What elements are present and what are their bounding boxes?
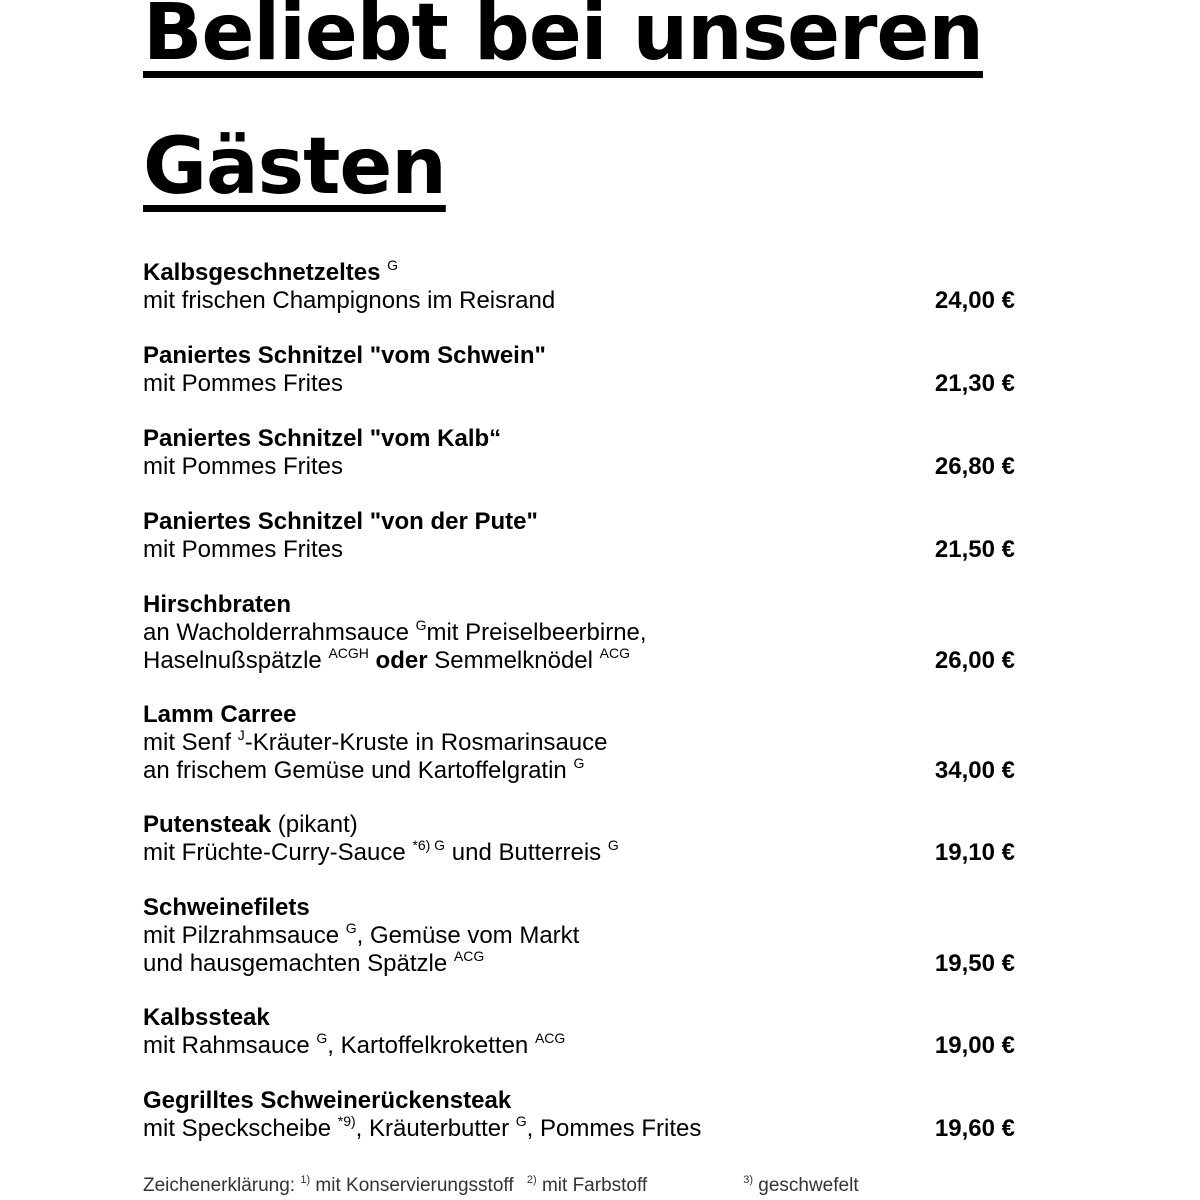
dish-name: Hirschbraten	[143, 591, 292, 618]
dish-description: mit Speckscheibe $^{*9)}$, Kräuterbutter $^G$, Pommes Frites	[143, 1113, 702, 1142]
dish-price: 19,10 €	[934, 839, 1015, 866]
menu-item	[143, 894, 1015, 1004]
menu-list	[143, 259, 1015, 1170]
allergen-code: ACG	[453, 948, 485, 964]
dish-description: mit Früchte-Curry-Sauce $^{*6) G}$ und Butterreis $^G$	[143, 837, 619, 866]
legend-number: 1)	[300, 1174, 311, 1186]
menu-item	[143, 1004, 1015, 1087]
allergen-code: G	[345, 920, 357, 936]
dish-description: mit Pommes Frites	[143, 370, 344, 397]
allergen-code: ACGH	[328, 645, 369, 661]
menu-item	[143, 811, 1015, 894]
allergen-code: J	[237, 727, 245, 743]
allergen-code: G	[573, 755, 585, 771]
allergen-code: G	[316, 1030, 328, 1046]
legend-text: mit Farbstoff	[536, 1175, 648, 1196]
dish-name: Schweinefilets	[143, 894, 310, 921]
dish-price: 34,00 €	[934, 757, 1015, 784]
menu-item	[143, 342, 1015, 425]
dish-description: an frischem Gemüse und Kartoffelgratin $^G$	[143, 755, 585, 784]
legend-number: 2)	[526, 1174, 537, 1186]
dish-description: an Wacholderrahmsauce $^G$mit Preiselbeerbirne,	[143, 617, 647, 646]
dish-name: Putensteak (pikant)	[143, 811, 358, 838]
page-title-line-1: Beliebt bei unseren	[143, 0, 983, 78]
dish-description: mit Pommes Frites	[143, 536, 344, 563]
dish-name: Paniertes Schnitzel "vom Schwein"	[143, 342, 546, 369]
menu-item	[143, 259, 1015, 342]
menu-item	[143, 591, 1015, 701]
dish-name: Paniertes Schnitzel "von der Pute"	[143, 508, 538, 535]
dish-name: Gegrilltes Schweinerückensteak	[143, 1087, 512, 1114]
dish-description: mit Pommes Frites	[143, 453, 344, 480]
dish-description: und hausgemachten Spätzle $^{ACG}$	[143, 948, 485, 977]
allergen-code: ACG	[599, 645, 630, 661]
dish-price: 21,30 €	[934, 370, 1015, 397]
allergen-code: G	[515, 1113, 527, 1129]
allergen-code: *9)	[337, 1113, 356, 1129]
menu-item	[143, 425, 1015, 508]
dish-description: mit Pilzrahmsauce $^G$, Gemüse vom Markt	[143, 920, 580, 949]
dish-price: 21,50 €	[934, 536, 1015, 563]
legend-text: mit Konservierungsstoff	[310, 1175, 514, 1196]
page-title-line-2: Gästen	[143, 122, 446, 212]
dish-name: Paniertes Schnitzel "vom Kalb“	[143, 425, 502, 452]
allergen-code: G	[387, 257, 398, 273]
legend-text: geschwefelt	[752, 1175, 859, 1196]
menu-item	[143, 701, 1015, 811]
dish-description: Haselnußspätzle $^{ACGH}$ oder Semmelknödel $^{ACG}$	[143, 645, 630, 674]
allergen-code: G	[607, 837, 619, 853]
legend-label: Zeichenerklärung:	[143, 1175, 301, 1196]
menu-item	[143, 508, 1015, 591]
legend-footnote	[143, 1175, 859, 1197]
dish-price: 26,80 €	[934, 453, 1015, 480]
dish-description: mit frischen Champignons im Reisrand	[143, 287, 556, 314]
dish-name: Kalbssteak	[143, 1004, 270, 1031]
dish-price: 19,60 €	[934, 1115, 1015, 1142]
menu-item	[143, 1087, 1015, 1170]
dish-price: 26,00 €	[934, 647, 1015, 674]
dish-name: Lamm Carree	[143, 701, 297, 728]
dish-price: 19,00 €	[934, 1032, 1015, 1059]
dish-description: mit Rahmsauce $^G$, Kartoffelkroketten $^{ACG}$	[143, 1030, 566, 1059]
allergen-code: *6) G	[412, 837, 446, 853]
legend-number: 3)	[743, 1174, 753, 1186]
dish-price: 24,00 €	[934, 287, 1015, 314]
dish-price: 19,50 €	[934, 950, 1015, 977]
allergen-code: ACG	[534, 1030, 566, 1046]
dish-description: mit Senf $^J$-Kräuter-Kruste in Rosmarinsauce	[143, 727, 608, 756]
dish-name: Kalbsgeschnetzeltes $^G$	[143, 257, 398, 286]
allergen-code: G	[415, 617, 427, 633]
